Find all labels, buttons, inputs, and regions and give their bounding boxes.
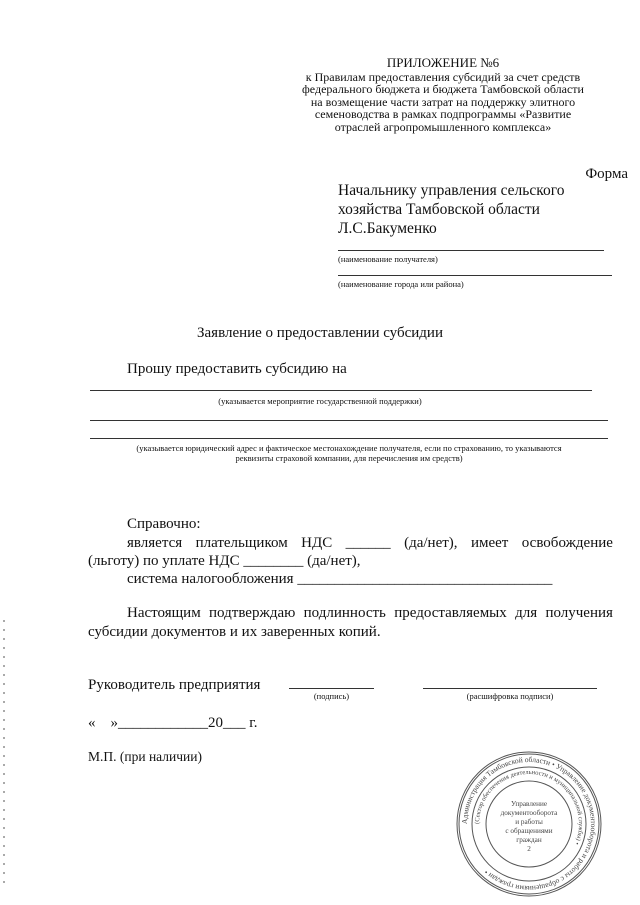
document-heading: Заявление о предоставлении субсидии: [197, 325, 443, 341]
appendix-line: к Правилам предоставления субсидий за счет средств: [305, 69, 581, 84]
vat-payer-line: [127, 535, 613, 552]
address-caption-line: реквизиты страховой компании, для перечисления им средств): [235, 453, 463, 463]
addressee-line: Начальнику управления сельского: [338, 182, 565, 199]
addressee-line: Л.С.Бакуменко: [338, 220, 437, 237]
recipient-caption: (наименование получателя): [338, 254, 438, 264]
appendix-line: семеноводства в рамках подпрограммы «Развитие: [314, 107, 572, 122]
vat-word: плательщиком: [195, 535, 288, 551]
request-text: Прошу предоставить субсидию на: [127, 361, 347, 377]
signature-line: [289, 688, 374, 689]
address-line-1: [90, 420, 608, 421]
vat-word: (да/нет),: [404, 535, 458, 551]
stamp-center-line: граждан: [516, 836, 542, 844]
signature-caption: (подпись): [313, 691, 350, 701]
confirmation-line-1: [127, 605, 613, 622]
signature-decode-line: [423, 688, 597, 689]
stamp-outer-text: Администрация Тамбовской области • Управление документооборота и работы с обращениями граждан •: [459, 754, 599, 894]
address-caption-line: (указывается юридический адрес и фактическое местонахождение получателя, если по страхованию, то указываются: [136, 443, 562, 453]
appendix-line: федерального бюджета и бюджета Тамбовской области: [302, 82, 584, 97]
measure-caption: (указывается мероприятие государственной поддержки): [218, 396, 422, 406]
appendix-line: на возмещение части затрат на поддержку элитного: [310, 94, 576, 109]
scan-margin-marks: [3, 620, 5, 890]
confirmation-word: предоставляемых: [394, 605, 507, 621]
stamp-center-line: Управление: [510, 800, 548, 808]
vat-payer-blank: ______: [345, 535, 391, 551]
confirmation-word: получения: [545, 605, 613, 621]
address-line-2: [90, 438, 608, 439]
address-caption: [90, 443, 608, 463]
appendix-line: отраслей агропромышленного комплекса»: [334, 119, 552, 134]
confirmation-line-2: субсидии документов и их заверенных копий.: [88, 624, 381, 640]
vat-word: НДС: [301, 535, 333, 551]
official-stamp: [455, 750, 603, 898]
vat-word: имеет: [470, 535, 509, 551]
addressee-line: хозяйства Тамбовской области: [338, 201, 540, 218]
stamp-inner-text: (Сектор обеспечения деятельности и муниципальной службы) •: [473, 768, 585, 846]
appendix-title: ПРИЛОЖЕНИЕ №6: [386, 55, 500, 70]
tax-system-line: система налогообложения __________________________________: [127, 571, 553, 587]
confirmation-word: подлинность: [303, 605, 386, 621]
measure-line: [90, 390, 592, 391]
appendix-header: [268, 57, 618, 134]
confirmation-word: подтверждаю: [209, 605, 296, 621]
city-name-line: [338, 275, 612, 276]
recipient-name-line: [338, 250, 604, 251]
city-caption: (наименование города или района): [338, 279, 464, 289]
date-line: « »____________20___ г.: [88, 715, 258, 731]
confirmation-word: Настоящим: [127, 605, 201, 621]
stamp-center-line: с обращениями: [505, 827, 553, 835]
vat-exemption-line: (льготу) по уплате НДС ________ (да/нет),: [88, 553, 361, 569]
vat-word: освобождение: [521, 535, 613, 551]
addressee-block: [338, 181, 564, 238]
vat-word: является: [127, 535, 183, 551]
signature-label: Руководитель предприятия: [88, 677, 261, 693]
seal-place: М.П. (при наличии): [88, 749, 202, 764]
reference-title: Справочно:: [127, 516, 201, 532]
stamp-number: 2: [527, 845, 531, 853]
form-label: Форма: [585, 166, 628, 182]
stamp-center-line: и работы: [515, 818, 543, 826]
confirmation-word: для: [515, 605, 538, 621]
stamp-center-line: документооборота: [500, 809, 558, 817]
signature-decode-caption: (расшифровка подписи): [466, 691, 554, 701]
